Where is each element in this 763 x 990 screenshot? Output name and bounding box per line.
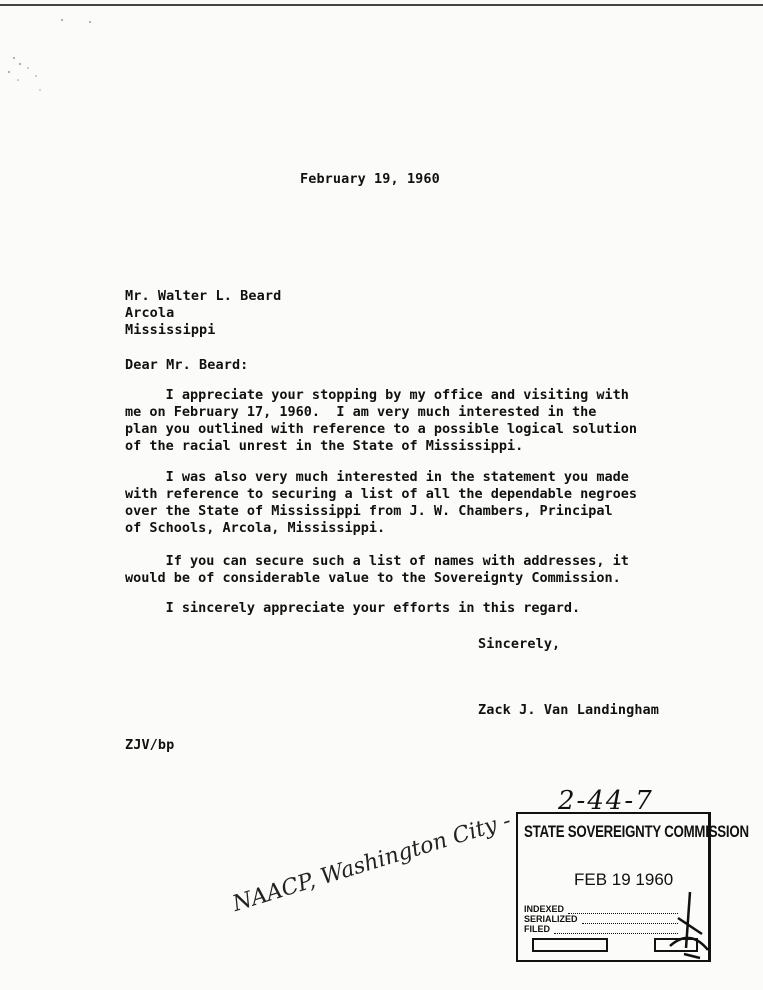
file-number: 2-44-7 — [558, 786, 654, 816]
letter-paragraph-2 — [125, 469, 637, 537]
body-line: I sincerely appreciate your efforts in this regard. — [125, 600, 581, 616]
body-line: I was also very much interested in the statement you made — [125, 469, 629, 485]
scan-noise — [0, 10, 120, 110]
body-line: I appreciate your stopping by my office and visiting with — [125, 387, 629, 403]
letter-date: February 19, 1960 — [300, 171, 440, 187]
salutation: Dear Mr. Beard: — [125, 357, 249, 373]
signature-initials-mark — [660, 888, 720, 968]
stamp-box-left — [532, 938, 608, 952]
recipient-name: Mr. Walter L. Beard — [125, 288, 282, 304]
letter-paragraph-1 — [125, 387, 637, 455]
body-line: over the State of Mississippi from J. W. Chambers, Principal — [125, 503, 613, 519]
handwritten-note: NAACP, Washington City - — [229, 808, 514, 917]
body-line: with reference to securing a list of all the dependable negroes — [125, 486, 638, 502]
stamp-title: STATE SOVEREIGNTY COMMISSION — [524, 822, 749, 841]
recipient-state: Mississippi — [125, 322, 216, 338]
stamp-date: FEB 19 1960 — [574, 870, 674, 889]
filed-label: FILED — [524, 924, 550, 934]
body-line: me on February 17, 1960. I am very much interested in the — [125, 404, 597, 420]
letter-paragraph-4 — [125, 600, 580, 617]
scan-edge-line — [0, 4, 763, 6]
body-line: plan you outlined with reference to a possible logical solution — [125, 421, 638, 437]
stamp-labels — [524, 904, 578, 934]
closing: Sincerely, — [478, 636, 561, 652]
serialized-label: SERIALIZED — [524, 914, 578, 924]
recipient-city: Arcola — [125, 305, 175, 321]
signer-name: Zack J. Van Landingham — [478, 702, 660, 718]
letter-paragraph-3 — [125, 553, 629, 587]
body-line: would be of considerable value to the Sovereignty Commission. — [125, 570, 621, 586]
body-line: If you can secure such a list of names with addresses, it — [125, 553, 629, 569]
indexed-label: INDEXED — [524, 904, 565, 914]
body-line: of the racial unrest in the State of Mississippi. — [125, 438, 524, 454]
body-line: of Schools, Arcola, Mississippi. — [125, 520, 386, 536]
typist-initials: ZJV/bp — [125, 737, 175, 753]
